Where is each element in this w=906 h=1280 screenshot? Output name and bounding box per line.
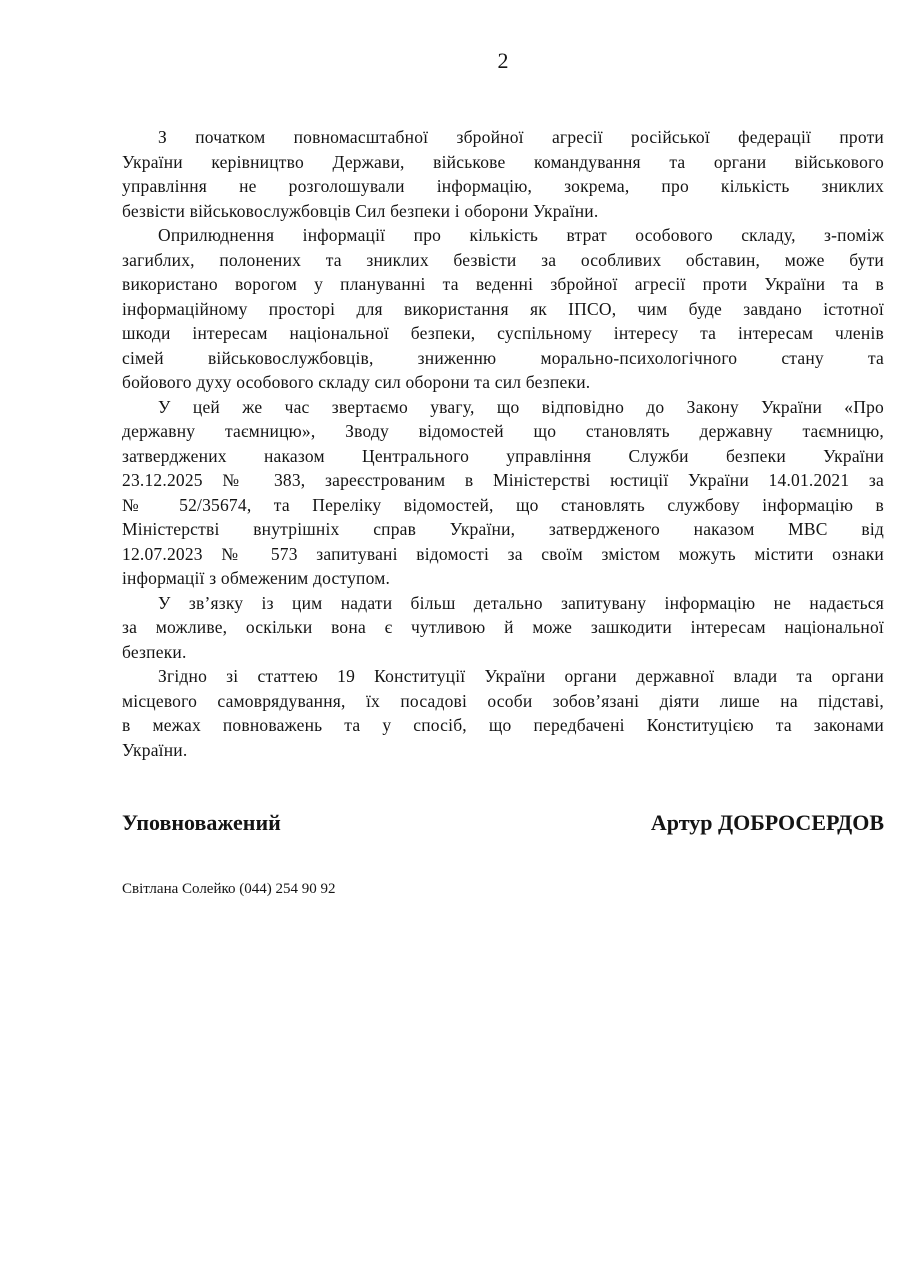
paragraph-line: 12.07.2023 № 573 запитувані відомості за своїм змістом можуть містити ознаки	[122, 543, 884, 564]
paragraph	[122, 664, 884, 762]
paragraph-line: У зв’язку із цим надати більш детально запитувану інформацію не надається	[158, 592, 884, 613]
paragraph-line: використано ворогом у плануванні та веденні збройної агресії проти України та в	[122, 274, 884, 294]
paragraph-line: Міністерстві внутрішніх справ України, затвердженого наказом МВС від	[122, 519, 884, 539]
paragraph-line: за можливе, оскільки вона є чутливою й може зашкодити інтересам національної	[122, 617, 884, 637]
page-number: 2	[497, 48, 509, 73]
paragraph-line: сімей військовослужбовців, зниженню морально-психологічного стану та	[122, 347, 884, 368]
signatory-name: Артур ДОБРОСЕРДОВ	[650, 810, 884, 835]
paragraph	[122, 395, 884, 591]
paragraph-line: України.	[122, 739, 188, 760]
paragraph	[122, 223, 884, 395]
paragraph-line: управління не розголошували інформацію, зокрема, про кількість зниклих	[122, 176, 884, 196]
paragraph-line: державну таємницю», Зводу відомостей що становлять державну таємницю,	[122, 421, 884, 441]
paragraph-line: інформаційному просторі для використання як ІПСО, чим буде завдано істотної	[122, 298, 884, 319]
paragraph-line: бойового духу особового складу сил оборони та сил безпеки.	[122, 372, 591, 392]
paragraph	[122, 591, 884, 665]
signatory-title: Уповноважений	[122, 810, 281, 835]
paragraph-line: місцевого самоврядування, їх посадові особи зобов’язані діяти лише на підставі,	[122, 690, 884, 711]
paragraph-line: Оприлюднення інформації про кількість втрат особового складу, з-поміж	[158, 225, 884, 245]
paragraph-line: № 52/35674, та Переліку відомостей, що становлять службову інформацію в	[122, 494, 884, 515]
paragraph-line: безвісти військовослужбовців Сил безпеки і оборони України.	[122, 200, 599, 221]
paragraph-line: З початком повномасштабної збройної агресії російської федерації проти	[158, 127, 884, 147]
paragraph-line: загиблих, полонених та зниклих безвісти за особливих обставин, може бути	[122, 249, 884, 270]
paragraph-line: безпеки.	[122, 641, 187, 662]
paragraph-line: У цей же час звертаємо увагу, що відповідно до Закону України «Про	[158, 396, 884, 417]
document-body	[122, 125, 884, 762]
paragraph-line: 23.12.2025 № 383, зареєстрованим в Міністерстві юстиції України 14.01.2021 за	[122, 470, 884, 490]
paragraph	[122, 125, 884, 223]
paragraph-line: інформації з обмеженим доступом.	[122, 568, 391, 588]
paragraph-line: затверджених наказом Центрального управління Служби безпеки України	[122, 445, 884, 466]
paragraph-line: в межах повноважень та у спосіб, що передбачені Конституцією та законами	[122, 715, 884, 735]
paragraph-line: України керівництво Держави, військове командування та органи військового	[122, 151, 884, 172]
paragraph-line: шкоди інтересам національної безпеки, суспільному інтересу та інтересам членів	[122, 323, 884, 343]
executor-contact: Світлана Солейко (044) 254 90 92	[122, 881, 336, 897]
signature-block	[122, 810, 884, 836]
paragraph-line: Згідно зі статтею 19 Конституції України органи державної влади та органи	[158, 666, 884, 686]
